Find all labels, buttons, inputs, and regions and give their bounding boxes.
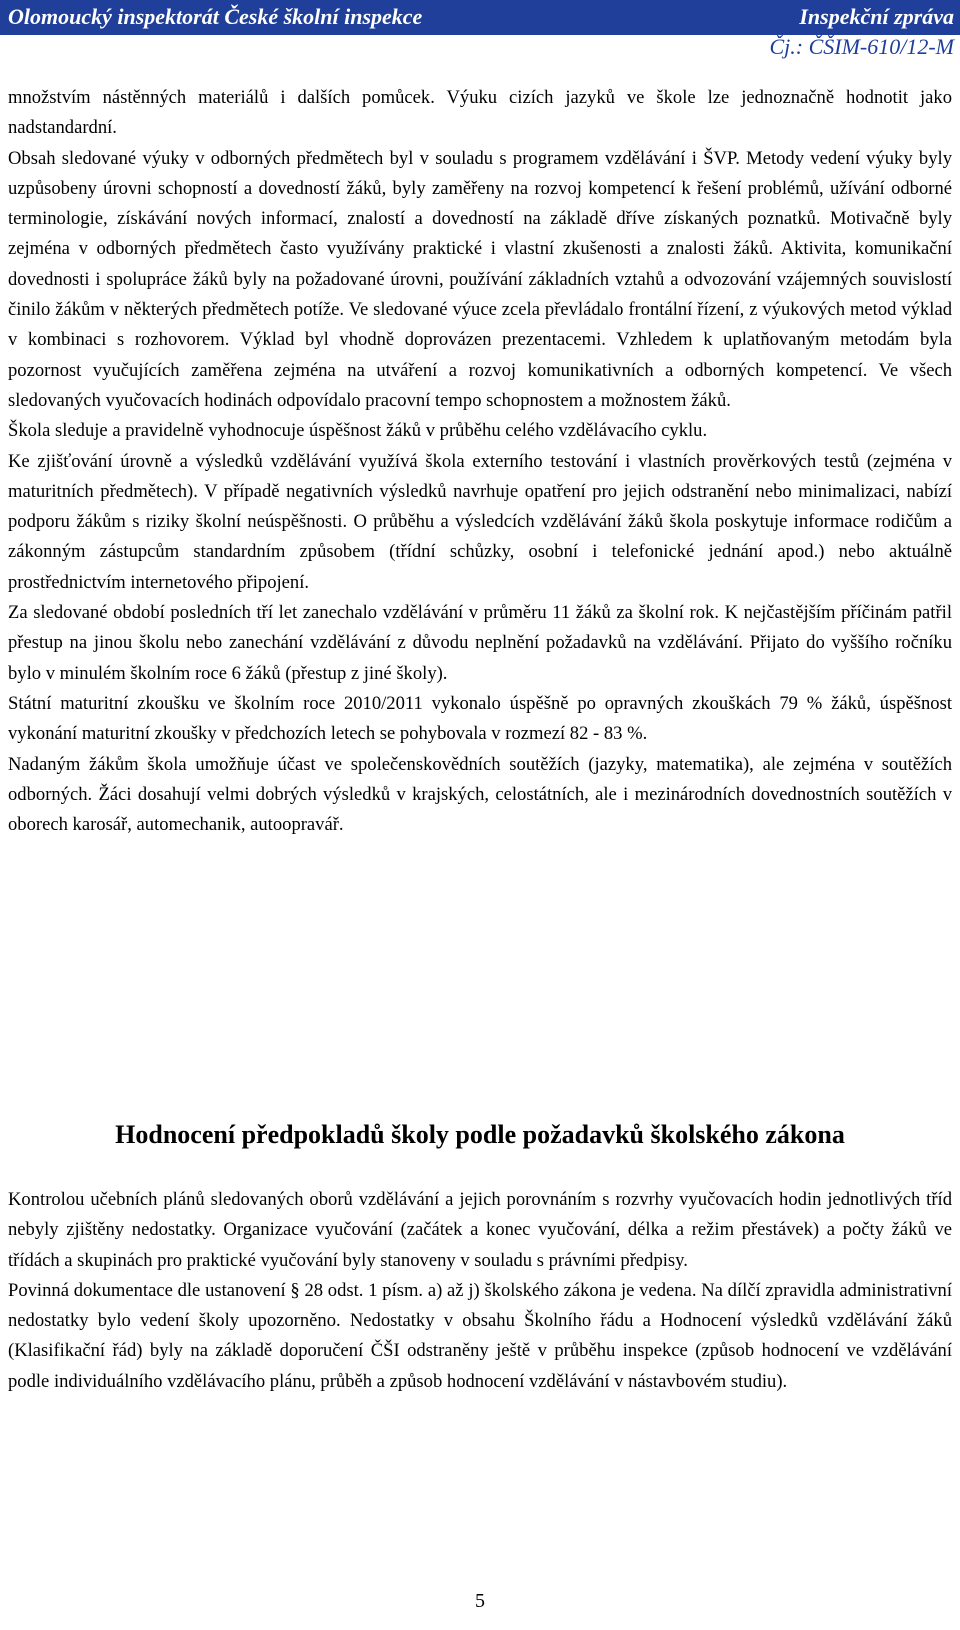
paragraph: Státní maturitní zkoušku ve školním roce 2010/2011 vykonalo úspěšně po opravných zkouškách 79 % žáků, úspěšnost vykonání maturitní zkoušky v předchozích letech se pohybovala v rozmezí 82 - 83 %. — [8, 692, 952, 745]
section-body — [8, 83, 952, 840]
header-report-type: Inspekční zpráva — [799, 4, 954, 29]
page-header — [0, 0, 960, 35]
paragraph: Škola sleduje a pravidelně vyhodnocuje úspěšnost žáků v průběhu celého vzdělávacího cyklu. — [8, 420, 708, 442]
paragraph: Za sledované období posledních tří let zanechalo vzdělávání v průměru 11 žáků za školní rok. K nejčastějším příčinám patřil přestup na jinou školu nebo zanechání vzdělávání z důvodu neplnění požadavků na vzdělávání. Přijato do vyššího ročníku bylo v minulém školním roce 6 žáků (přestup z jiné školy). — [8, 602, 952, 684]
paragraph: Obsah sledované výuky v odborných předmětech byl v souladu s programem vzdělávání i ŠVP. Metody vedení výuky byly uzpůsobeny úrovni schopností a dovedností žáků, byly zaměřeny na rozvoj kompetencí k řešení problémů, užívání odborné terminologie, získávání nových informací, znalostí a dovedností na základě dříve získaných poznatků. Motivačně byly zejména v odborných předmětech často využívány praktické i vlastní zkušenosti a znalosti žáků. Aktivita, komunikační dovednosti i spolupráce žáků byly na požadované úrovni, používání základních vztahů a odvozování vzájemných souvislostí činilo žákům v některých předmětech potíže. Ve sledované výuce zcela převládalo frontální řízení, z výukových metod výklad v kombinaci s rozhovorem. Výklad byl vhodně doprovázen prezentacemi. Vzhledem k uplatňovaným metodám byla pozornost vyučujících zaměřena zejména na utváření a rozvoj komunikativních a odborných kompetencí. Ve všech sledovaných vyučovacích hodinách odpovídalo pracovní tempo schopnostem a možnostem žáků. — [8, 147, 952, 411]
paragraph: množstvím nástěnných materiálů i dalších pomůcek. Výuku cizích jazyků ve škole lze jednoznačně hodnotit jako nadstandardní. — [8, 87, 952, 139]
section-body — [8, 1185, 952, 1397]
reference-number: Čj.: ČŠIM-610/12-M — [769, 34, 954, 59]
paragraph: Ke zjišťování úrovně a výsledků vzdělávání využívá škola externího testování i vlastních prověrkových testů (zejména v maturitních předmětech). V případě negativních výsledků navrhuje opatření pro jejich odstranění nebo minimalizaci, nabízí podporu žákům s riziky školní neúspěšnosti. O průběhu a výsledcích vzdělávání žáků škola poskytuje informace rodičům a zákonným zástupcům standardním způsobem (třídní schůzky, osobní i telefonické jednání apod.) nebo aktuálně prostřednictvím internetového připojení. — [8, 450, 952, 593]
paragraph: Kontrolou učebních plánů sledovaných oborů vzdělávání a jejich porovnáním s rozvrhy vyučovacích hodin jednotlivých tříd nebyly zjištěny nedostatky. Organizace vyučování (začátek a konec vyučování, délka a režim přestávek) a počty žáků ve třídách a skupinách pro praktické vyučování byly stanoveny v souladu s právními předpisy. — [8, 1189, 952, 1271]
page-number: 5 — [475, 1590, 485, 1612]
header-inspectorate-name: Olomoucký inspektorát České školní inspekce — [8, 4, 423, 29]
paragraph: Povinná dokumentace dle ustanovení § 28 odst. 1 písm. a) až j) školského zákona je vedena. Na dílčí zpravidla administrativní nedostatky bylo vedení školy upozorněno. Nedostatky v obsahu Školního řádu a Hodnocení výsledků vzdělávání žáků (Klasifikační řád) byly na základě doporučení ČŠI odstraněny ještě v průběhu inspekce (způsob hodnocení ve vzdělávání podle individuálního vzdělávacího plánu, průběh a způsob hodnocení vzdělávání v nástavbovém studiu). — [8, 1279, 952, 1392]
section-heading: Hodnocení předpokladů školy podle požadavků školského zákona — [115, 1120, 845, 1149]
paragraph: Nadaným žákům škola umožňuje účast ve společenskovědních soutěžích (jazyky, matematika), ale zejména v soutěžích odborných. Žáci dosahují velmi dobrých výsledků v krajských, celostátních, ale i mezinárodních dovednostních soutěžích v oborech karosář, automechanik, autoopravář. — [8, 753, 952, 836]
